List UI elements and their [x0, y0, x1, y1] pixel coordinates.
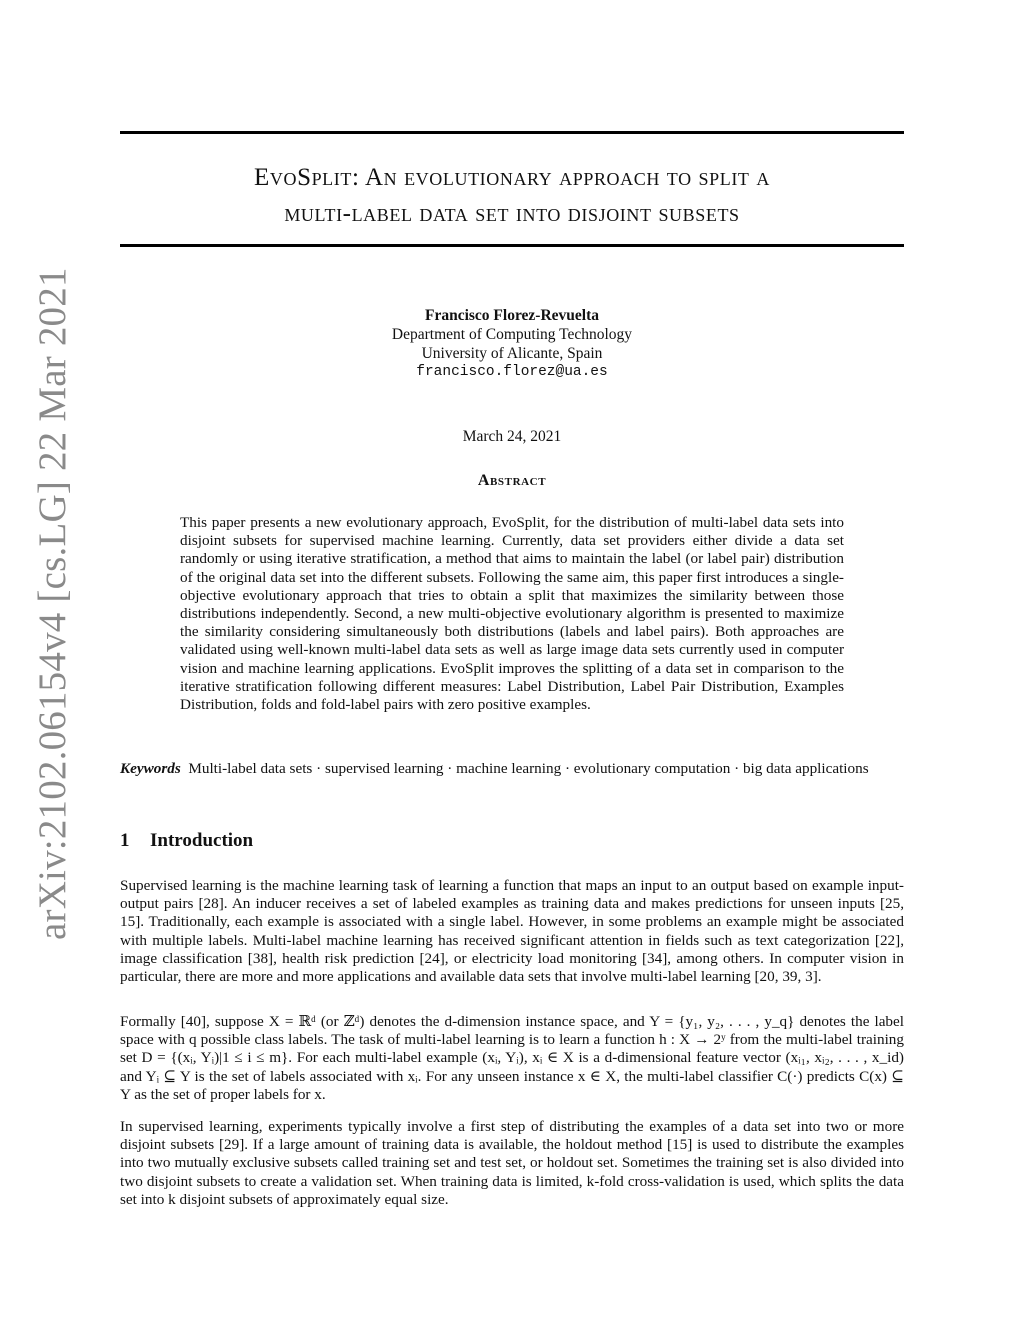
intro-paragraph-2: Formally [40], suppose X = ℝᵈ (or ℤᵈ) denotes the d-dimension instance space, and Y = {y₁, y₂, . . . , y_q} denotes the label space with q possible class labels. The task of multi-label learning is to learn a function h : X → 2ʸ from the multi-label training set D = {(xᵢ, Yᵢ)|1 ≤ i ≤ m}. For each multi-label example (xᵢ, Yᵢ), xᵢ ∈ X is a d-dimensional feature vector (xᵢ₁, xᵢ₂, . . . , x_id) and Yᵢ ⊆ Y is the set of labels associated with xᵢ. For any unseen instance x ∈ X, the multi-label classifier C(·) predicts C(x) ⊆ Y as the set of proper labels for x.	[120, 1013, 904, 1103]
title-top-rule	[120, 131, 904, 134]
keywords-label: Keywords	[120, 760, 181, 777]
abstract-text: This paper presents a new evolutionary approach, EvoSplit, for the distribution of multi-label data sets into disjoint subsets for supervised machine learning. Currently, data set providers either divide a data set randomly or using iterative stratification, a method that aims to maintain the label (or label pair) distribution of the original data set into the different subsets. Following the same aim, this paper first introduces a single-objective evolutionary approach that tries to obtain a split that maximizes the similarity between those distributions independently. Second, a new multi-objective evolutionary algorithm is presented to maximize the similarity considering simultaneously both distributions (labels and label pairs). Both approaches are validated using well-known multi-label data sets as well as large image data sets currently used in computer vision and machine learning applications. EvoSplit improves the splitting of a data set in comparison to the iterative stratification following different measures: Label Distribution, Label Pair Distribution, Examples Distribution, folds and fold-label pairs with zero positive examples.	[180, 514, 844, 714]
abstract-heading: Abstract	[477, 472, 547, 489]
title-line-1: EvoSplit: An evolutionary approach to split a	[254, 164, 770, 191]
intro-paragraph-3: In supervised learning, experiments typically involve a first step of distributing the examples of a data set into two or more disjoint subsets [29]. If a large amount of training data is available, the holdout method [15] is used to distribute the examples into two mutually exclusive subsets called training set and test set, or holdout set. Sometimes the training set is also divided into two disjoint subsets to create a validation set. When training data is limited, k-fold cross-validation is used, which splits the data set into k disjoint subsets of approximately equal size.	[120, 1118, 904, 1208]
paper-date: March 24, 2021	[462, 428, 562, 445]
title-bottom-rule	[120, 244, 904, 247]
paper-title	[120, 160, 904, 232]
author-affiliation: University of Alicante, Spain	[421, 345, 603, 362]
author-email: francisco.florez@ua.es	[416, 364, 608, 380]
section-number: 1	[120, 830, 130, 851]
arxiv-identifier: arXiv:2102.06154v4 [cs.LG] 22 Mar 2021	[31, 267, 74, 940]
author-block	[0, 306, 1024, 382]
section-title: Introduction	[150, 830, 254, 851]
author-name: Francisco Florez-Revuelta	[424, 307, 600, 324]
intro-paragraph-1: Supervised learning is the machine learning task of learning a function that maps an input to an output based on example input-output pairs [28]. An inducer receives a set of labeled examples as training data and makes predictions for unseen inputs [25, 15]. Traditionally, each example is associated with a single label. However, in some problems an example might be associated with multiple labels. Multi-label machine learning has received significant attention in fields such as text categorization [22], image classification [38], health risk prediction [24], or electricity load monitoring [34], among others. In computer vision in particular, there are more and more applications and available data sets that involve multi-label learning [20, 39, 3].	[120, 877, 904, 986]
section-heading	[120, 830, 253, 852]
title-line-2: multi-label data set into disjoint subsets	[284, 200, 740, 227]
keywords-text: Multi-label data sets · supervised learning · machine learning · evolutionary computation · big data applications	[188, 760, 869, 777]
keywords	[120, 760, 904, 778]
author-department: Department of Computing Technology	[391, 326, 633, 343]
